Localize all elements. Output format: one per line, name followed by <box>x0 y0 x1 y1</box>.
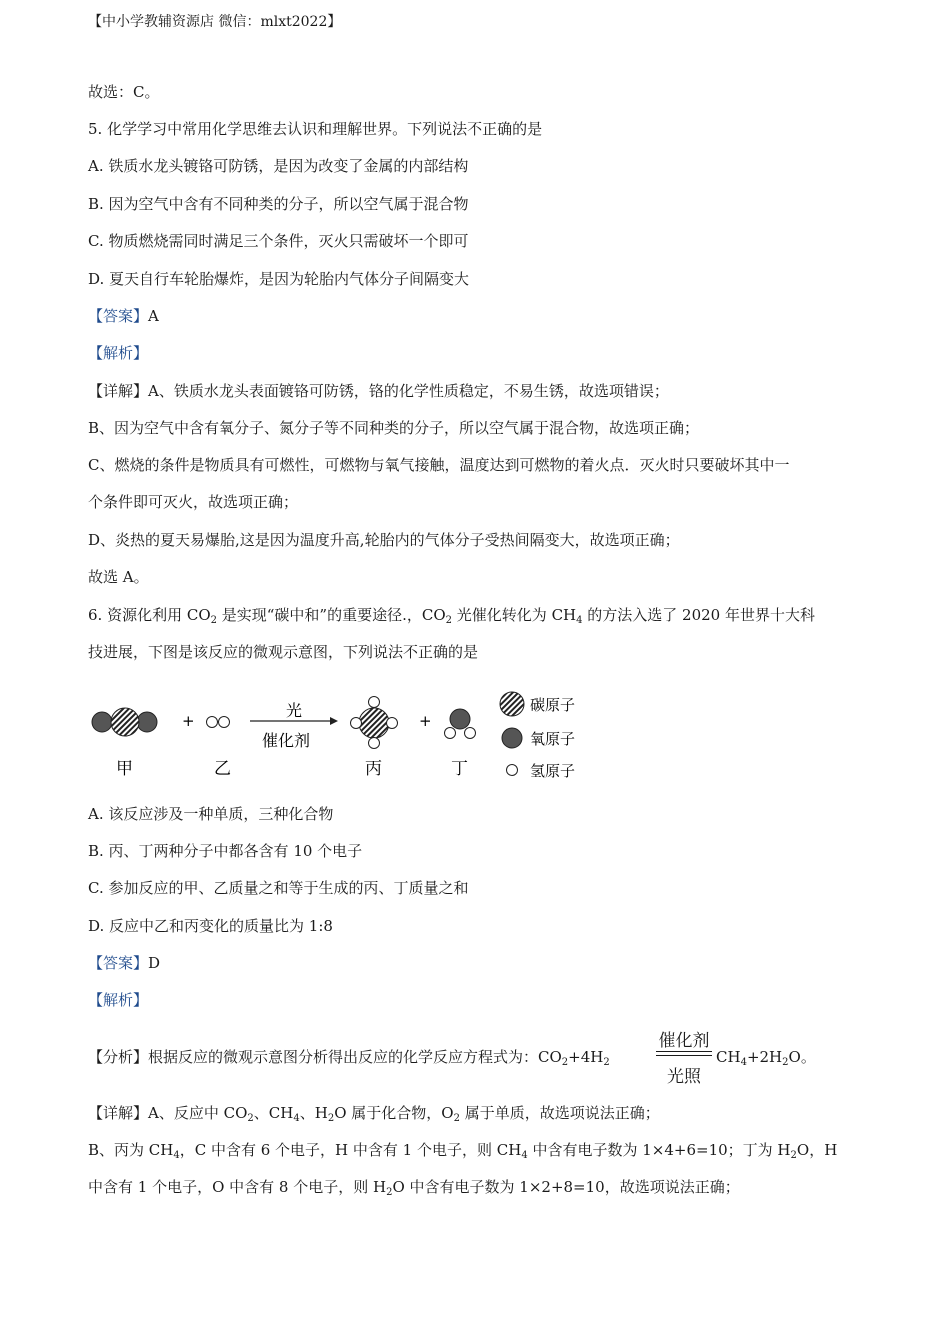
subscript: 2 <box>445 615 453 626</box>
q5-option-b: B. 因为空气中含有不同种类的分子，所以空气属于混合物 <box>88 195 469 213</box>
q5-detail-b: B、因为空气中含有氧分子、氮分子等不同种类的分子，所以空气属于混合物，故选项正确； <box>88 419 700 437</box>
label-ding: 丁 <box>451 759 468 779</box>
q6-analysis-tag <box>88 989 148 1011</box>
subscript: 4 <box>521 1150 528 1161</box>
subscript: 2 <box>561 1057 569 1068</box>
stem-part: 6. 资源化利用 CO <box>88 606 211 624</box>
detail-text: B、丙为 CH <box>88 1141 174 1159</box>
detail-text: 、H <box>299 1104 328 1122</box>
q5-stem: 5. 化学学习中常用化学思维去认识和理解世界。下列说法不正确的是 <box>88 120 543 138</box>
molecule-jia <box>92 708 157 736</box>
detail-text: O 属于化合物，O <box>334 1104 454 1122</box>
detail-tag: 【详解】 <box>88 382 149 400</box>
subscript: 2 <box>327 1113 335 1124</box>
molecule-ding <box>445 709 476 739</box>
q6-option-c: C. 参加反应的甲、乙质量之和等于生成的丙、丁质量之和 <box>88 879 469 897</box>
eq-bar <box>656 1055 712 1056</box>
eq-text: +2H <box>746 1048 783 1066</box>
stem-part: 是实现“碳中和”的重要途径.，CO <box>217 606 446 624</box>
subscript: 2 <box>782 1057 789 1068</box>
detail-text: 中含有电子数为 1×4+6=10；丁为 H <box>527 1141 791 1159</box>
q5-detail-c1: C、燃烧的条件是物质具有可燃性，可燃物与氧气接触，温度达到可燃物的着火点．灭火时只要破坏其中一 <box>88 456 790 474</box>
q5-option-c: C. 物质燃烧需同时满足三个条件，灭火只需破坏一个即可 <box>88 232 469 250</box>
q6-stem-line1 <box>88 604 815 626</box>
q5-option-d: D. 夏天自行车轮胎爆炸，是因为轮胎内气体分子间隔变大 <box>88 270 470 288</box>
arrow-label-bottom: 催化剂 <box>262 731 311 750</box>
subscript: 4 <box>740 1057 747 1068</box>
detail-text: O 中含有电子数为 1×2+8=10，故选项说法正确； <box>392 1178 740 1196</box>
subscript: 2 <box>453 1113 460 1124</box>
q5-choice: 故选 A。 <box>88 568 149 586</box>
detail-text: O，H <box>796 1141 838 1159</box>
q6-detail-a <box>88 1102 660 1124</box>
detail-text: ，C 中含有 6 个电子，H 中含有 1 个电子，则 CH <box>179 1141 522 1159</box>
q5-option-a: A. 铁质水龙头镀铬可防锈，是因为改变了金属的内部结构 <box>88 157 469 175</box>
fenxi-tag: 【分析】 <box>88 1048 149 1066</box>
q6-detail-b2 <box>88 1176 740 1198</box>
molecule-bing <box>351 697 398 749</box>
eq-bar <box>656 1051 712 1052</box>
detail-tag: 【详解】 <box>88 1104 149 1122</box>
molecule-yi <box>207 717 230 728</box>
detail-text: 属于单质，故选项说法正确； <box>459 1104 660 1122</box>
detail-text: 中含有 1 个电子，O 中含有 8 个电子，则 H <box>88 1178 387 1196</box>
label-bing: 丙 <box>365 759 382 779</box>
q5-answer <box>88 305 159 327</box>
q6-answer <box>88 952 160 974</box>
q6-option-a: A. 该反应涉及一种单质，三种化合物 <box>88 805 334 823</box>
plus-sign-2: + <box>419 712 432 730</box>
subscript: 2 <box>603 1057 610 1068</box>
answer-tag: 【答案】 <box>88 954 149 972</box>
subscript: 4 <box>173 1150 180 1161</box>
plus-sign-1: + <box>182 712 195 730</box>
q6-option-d: D. 反应中乙和丙变化的质量比为 1:8 <box>88 917 333 935</box>
analysis-tag: 【解析】 <box>88 344 149 362</box>
arrow-label-top: 光 <box>286 701 303 720</box>
q5-detail-d: D、炎热的夏天易爆胎,这是因为温度升高,轮胎内的气体分子受热间隔变大，故选项正确； <box>88 531 680 549</box>
subscript: 4 <box>293 1113 300 1124</box>
subscript: 4 <box>576 615 583 626</box>
eq-text: CH <box>716 1048 741 1066</box>
legend-carbon: 碳原子 <box>530 696 576 714</box>
eq-text: O。 <box>788 1048 816 1066</box>
detail-text: A、反应中 CO <box>148 1104 248 1122</box>
header-watermark: 【中小学教辅资源店 微信：mlxt2022】 <box>88 14 342 30</box>
subscript: 2 <box>386 1187 393 1198</box>
answer-tag: 【答案】 <box>88 307 149 325</box>
legend-oxygen: 氧原子 <box>530 730 576 748</box>
q5-detail-c2: 个条件即可灭火，故选项正确； <box>88 493 299 511</box>
legend <box>500 692 575 780</box>
reaction-diagram <box>86 688 606 788</box>
q6-stem-line2: 技进展，下图是该反应的微观示意图，下列说法不正确的是 <box>88 643 479 661</box>
subscript: 2 <box>790 1150 797 1161</box>
q5-detail-a <box>88 380 669 402</box>
fenxi-text: +4H <box>568 1048 604 1066</box>
eq-light: 光照 <box>667 1067 701 1087</box>
stem-part: 的方法入选了 2020 年世界十大科 <box>582 606 815 624</box>
fenxi-text: 根据反应的微观示意图分析得出反应的化学反应方程式为：CO <box>148 1048 562 1066</box>
analysis-tag: 【解析】 <box>88 991 149 1009</box>
legend-hydrogen: 氢原子 <box>530 762 576 780</box>
q6-fenxi <box>88 1046 610 1068</box>
subscript: 2 <box>210 615 217 626</box>
answer-value: A <box>148 307 159 325</box>
detail-a-text: A、铁质水龙头表面镀铬可防锈，铬的化学性质稳定，不易生锈，故选项错误； <box>148 382 669 400</box>
q6-option-b: B. 丙、丁两种分子中都各含有 10 个电子 <box>88 842 363 860</box>
stem-part: 光催化转化为 CH <box>452 606 577 624</box>
detail-text: 、CH <box>253 1104 294 1122</box>
q6-equation-products <box>716 1046 816 1068</box>
eq-catalyst: 催化剂 <box>658 1031 710 1051</box>
label-jia: 甲 <box>116 759 133 779</box>
label-yi: 乙 <box>214 759 231 779</box>
q5-analysis-tag <box>88 342 148 364</box>
subscript: 2 <box>247 1113 254 1124</box>
q4-choice: 故选：C。 <box>88 83 160 101</box>
q6-detail-b1 <box>88 1139 837 1161</box>
answer-value: D <box>148 954 161 972</box>
